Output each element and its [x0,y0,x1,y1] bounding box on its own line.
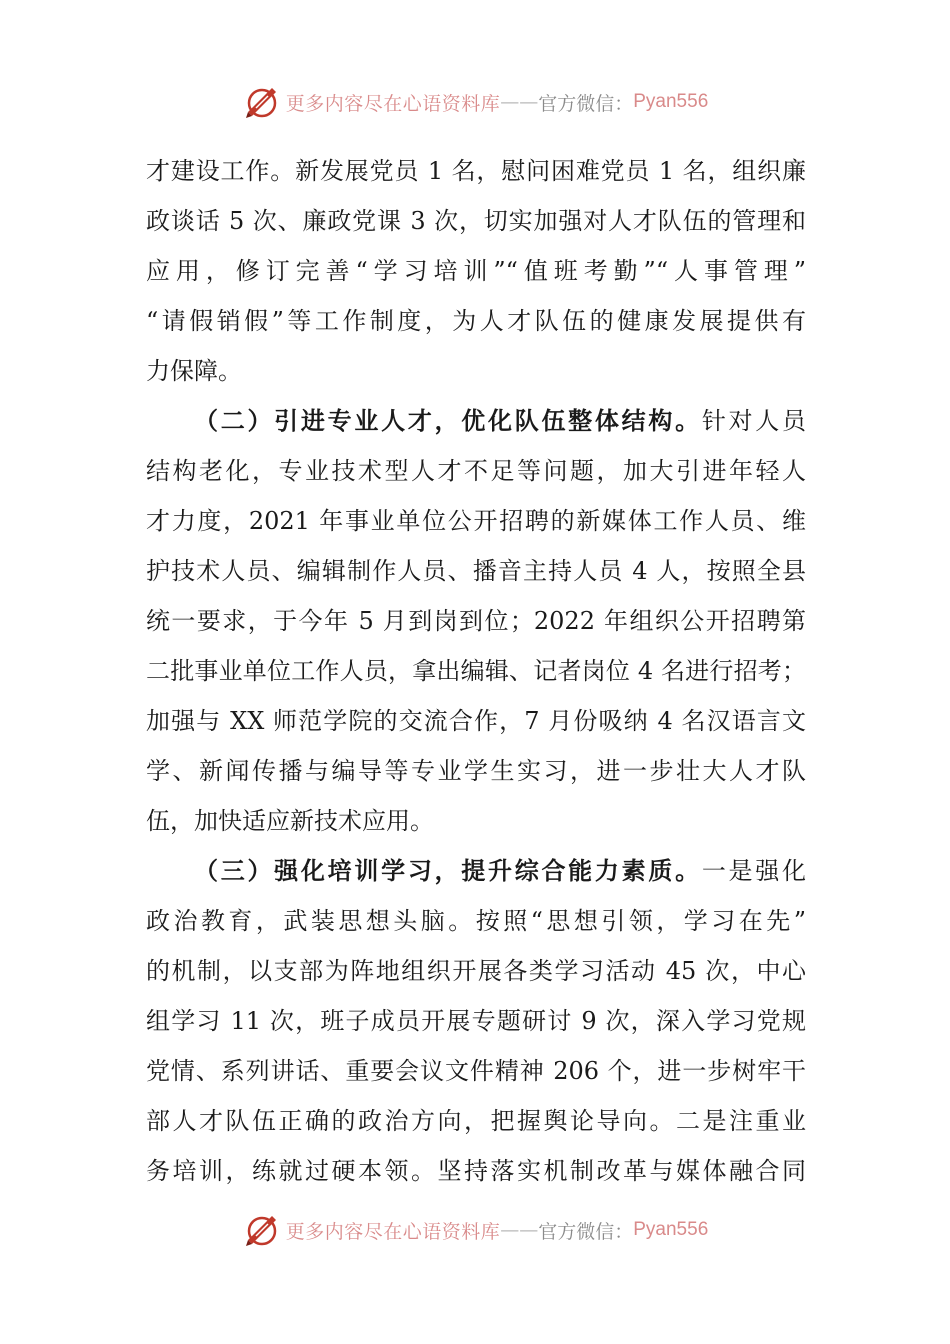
text-line: 学、新闻传播与编导等专业学生实习，进一步壮大人才队 [146,757,806,785]
text-line: 力保障。 [146,357,242,385]
banner-wechat-label: 官方微信： [538,1220,634,1243]
section-heading: （三）强化培训学习，提升综合能力素质。 [194,856,702,885]
paragraph-first-line [146,846,806,896]
banner-wechat-id: Pyan556 [633,1219,709,1240]
text-line: 结构老化，专业技术型人才不足等问题，加大引进年轻人 [146,457,806,485]
document-body [146,146,806,1196]
text-line: 伍，加快适应新技术应用。 [146,807,434,835]
text-line: 加强与 XX 师范学院的交流合作，7 月份吸纳 4 名汉语言文 [146,707,806,735]
text-fragment: 针对人员 [701,407,807,435]
banner-text: 更多内容尽在心语资料库 [285,92,501,115]
text-line: 应用，修订完善“学习培训”“值班考勤”“人事管理” [146,257,806,285]
text-line: 部人才队伍正确的政治方向，把握舆论导向。二是注重业 [146,1107,806,1135]
text-line: “请假销假”等工作制度，为人才队伍的健康发展提供有 [146,307,806,335]
text-line: 统一要求，于今年 5 月到岗到位；2022 年组织公开招聘第 [146,607,806,635]
text-line: 组学习 11 次，班子成员开展专题研讨 9 次，深入学习党规 [146,1007,806,1035]
text-line: 护技术人员、编辑制作人员、播音主持人员 4 人，按照全县 [146,557,806,585]
pen-circle-logo-icon [242,82,282,122]
banner-text: 更多内容尽在心语资料库 [285,1220,501,1243]
text-line: 二批事业单位工作人员，拿出编辑、记者岗位 4 名进行招考； [146,657,806,685]
banner-separator: —— [500,1219,539,1241]
text-line: 才建设工作。新发展党员 1 名，慰问困难党员 1 名，组织廉 [146,157,806,185]
text-line: 务培训，练就过硬本领。坚持落实机制改革与媒体融合同 [146,1157,806,1185]
banner-wechat-label: 官方微信： [538,92,634,115]
text-line: 才力度，2021 年事业单位公开招聘的新媒体工作人员、维 [146,507,806,535]
text-fragment: 一是强化 [701,857,807,885]
text-line: 政治教育，武装思想头脑。按照“思想引领，学习在先” [146,907,806,935]
text-line: 的机制，以支部为阵地组织开展各类学习活动 45 次，中心 [146,957,806,985]
text-line: 党情、系列讲话、重要会议文件精神 206 个，进一步树牢干 [146,1057,806,1085]
footer-banner [0,1208,950,1252]
section-heading: （二）引进专业人才，优化队伍整体结构。 [194,406,702,435]
text-line: 政谈话 5 次、廉政党课 3 次，切实加强对人才队伍的管理和 [146,207,806,235]
banner-wechat-id: Pyan556 [633,91,709,112]
header-banner [0,80,950,124]
pen-circle-logo-icon [242,1210,282,1250]
paragraph-first-line [146,396,806,446]
banner-separator: —— [500,91,539,113]
